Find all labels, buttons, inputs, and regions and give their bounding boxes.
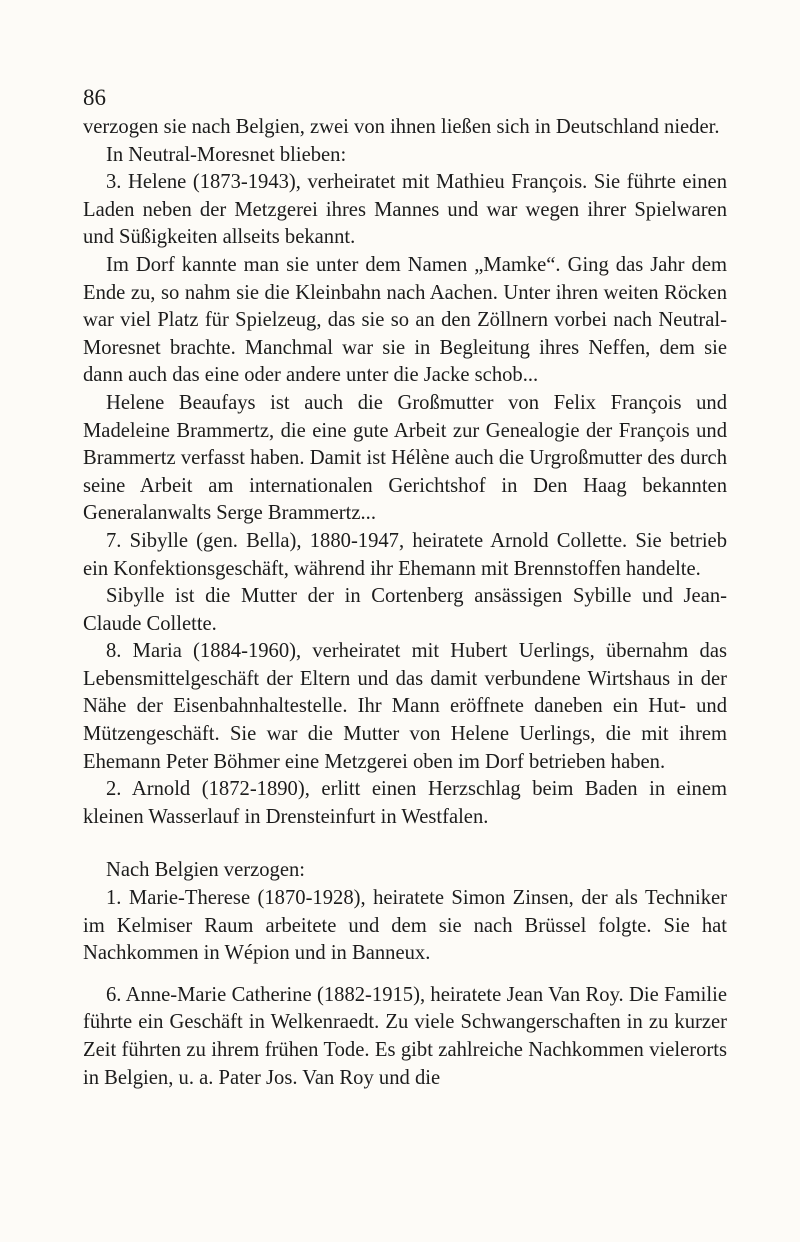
paragraph-sibylle-mother: Sibylle ist die Mutter der in Cortenberg ansässigen Sybille und Jean-Claude Collette. bbox=[83, 585, 727, 635]
paragraph-mamke: Im Dorf kannte man sie unter dem Namen „Mamke“. Ging das Jahr dem Ende zu, so nahm sie die Kleinbahn nach Aachen. Unter ihren weiten Röcken war viel Platz für Spielzeug, das sie so an den Zöllnern vorbei nach Neutral-Moresnet brachte. Manchmal war sie in Begleitung ihres Neffen, dem sie dann auch das eine oder andere unter die Jacke schob... bbox=[83, 253, 727, 387]
page-number: 86 bbox=[83, 85, 106, 110]
paragraph-helene-beaufays: Helene Beaufays ist auch die Großmutter von Felix François und Madeleine Brammertz, die eine gute Arbeit zur Genealogie der François und Brammertz verfasst haben. Damit ist Hélène auch die Urgroßmutter des durch seine Arbeit am internationalen Gerichtshof in Den Haag bekannten Generalanwalts Serge Brammertz... bbox=[83, 391, 727, 525]
paragraph-arnold: 2. Arnold (1872-1890), erlitt einen Herzschlag beim Baden in einem kleinen Wasserlauf in Drensteinfurt in Westfalen. bbox=[83, 778, 727, 828]
paragraph-maria: 8. Maria (1884-1960), verheiratet mit Hubert Uerlings, übernahm das Lebensmittelgeschäft der Eltern und das damit verbundene Wirtshaus in der Nähe der Eisenbahnhaltestelle. Ihr Mann eröffnete daneben ein Hut- und Mützengeschäft. Sie war die Mutter von Helene Uerlings, die mit ihrem Ehemann Peter Böhmer eine Metzgerei oben im Dorf betrieben haben. bbox=[83, 640, 727, 773]
paragraph-neutral-moresnet-heading: In Neutral-Moresnet blieben: bbox=[106, 143, 347, 166]
paragraph-marie-therese: 1. Marie-Therese (1870-1928), heiratete Simon Zinsen, der als Techniker im Kelmiser Raum arbeitete und dem sie nach Brüssel folgte. Sie hat Nachkommen in Wépion und in Banneux. bbox=[83, 887, 727, 965]
paragraph-anne-marie: 6. Anne-Marie Catherine (1882-1915), heiratete Jean Van Roy. Die Familie führte ein Geschäft in Welkenraedt. Zu viele Schwangerschaften in zu kurzer Zeit führten zu ihrem frühen Tode. Es gibt zahlreiche Nachkommen vielerorts in Belgien, u. a. Pater Jos. Van Roy und die bbox=[83, 983, 727, 1089]
paragraph-helene: 3. Helene (1873-1943), verheiratet mit Mathieu François. Sie führte einen Laden neben der Metzgerei ihres Mannes und war wegen ihrer Spielwaren und Süßigkeiten allseits bekannt. bbox=[83, 171, 727, 249]
paragraph-continuation: verzogen sie nach Belgien, zwei von ihnen ließen sich in Deutschland nieder. bbox=[83, 116, 720, 138]
body-text bbox=[83, 114, 727, 1092]
paragraph-belgium-heading: Nach Belgien verzogen: bbox=[106, 859, 305, 882]
paragraph-sibylle: 7. Sibylle (gen. Bella), 1880-1947, heiratete Arnold Collette. Sie betrieb ein Konfektionsgeschäft, während ihr Ehemann mit Brennstoffen handelte. bbox=[83, 529, 727, 580]
